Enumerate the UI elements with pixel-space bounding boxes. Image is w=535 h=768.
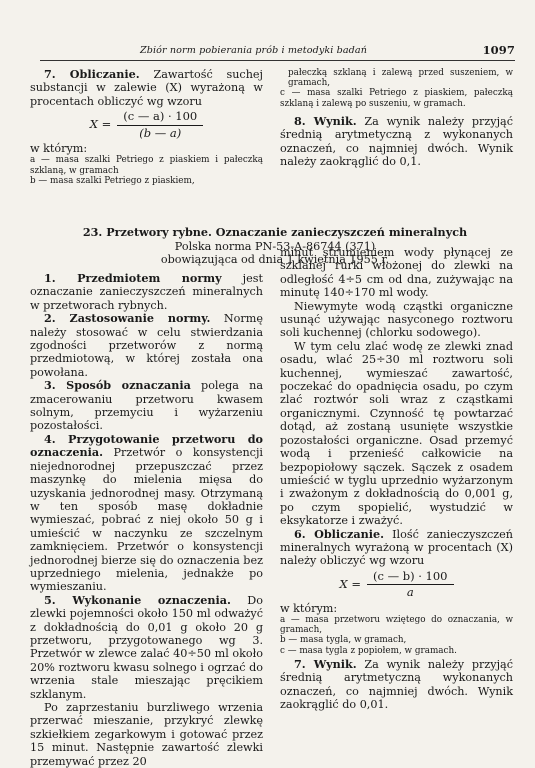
definition-b: b — masa tygla, w gramach, — [280, 635, 407, 646]
where-label: w którym: — [280, 601, 338, 615]
norm-valid-date: obowiązująca od dnia 1 kwietnia 1955 r. — [160, 253, 390, 267]
paragraph-r1: minut strumieniem wody płynącej ze szklanej rurki włożonej do zlewki na odległość 4÷5 cm od dna, zużywając na minutę 140÷170 ml wody. — [280, 246, 513, 300]
paragraph-3: 3. Sposób oznaczania polega na zmacerowaniu przetworu kwasem solnym, przemyciu i wyżarzeniu pozostałości. — [30, 378, 263, 433]
definition-c: c — masa szalki Petriego z piaskiem, pałeczką szklaną i zalewą po suszeniu, w gramach. — [280, 88, 513, 109]
formula-denominator: (b — a) — [139, 125, 182, 140]
definition-a: a — masa szalki Petriego z piaskiem i pałeczką szklaną, w gramach — [30, 155, 263, 176]
paragraph-5-continued: Po zaprzestaniu burzliwego wrzenia przerwać mieszanie, przykryć zlewkę szkiełkiem zegarkowym i gotować przez 15 minut. Następnie zawartość zlewki przemywać przez 20 — [30, 701, 263, 768]
paragraph-obliczanie-6: 6. Obliczanie. Ilość zanieczyszczeń mineralnych wyrażoną w procentach (X) należy obliczyć wg wzoru — [280, 526, 514, 568]
paragraph-wynik: 8. Wynik. Za wynik należy przyjąć średnią arytmetyczną z wykonanych oznaczeń, co najmniej dwóch. Wynik należy zaokrąglić do 0,1. — [280, 113, 513, 169]
running-title: Zbiór norm pobierania prób i metodyki badań — [140, 45, 368, 56]
formula-numerator: (c — a) · 100 — [117, 110, 203, 125]
formula-denominator: a — [406, 585, 414, 600]
definition-b-continued: pałeczką szklaną i zalewą przed suszeniem, w gramach, — [288, 68, 513, 89]
paragraph-1: 1. Przedmiotem normy jest oznaczanie zanieczyszczeń mineralnych w przetworach rybnych. — [30, 271, 263, 312]
top-right-column — [280, 68, 513, 168]
formula-fraction — [117, 110, 203, 140]
paragraph-wynik-7: 7. Wynik. Za wynik należy przyjąć średnią arytmetyczną wykonanych oznaczeń, co najmniej dwóch. Wynik zaokrąglić do 0,01. — [280, 656, 513, 711]
formula-dry-matter — [30, 110, 263, 140]
definition-a: a — masa przetworu wziętego do oznaczania, w gramach, — [280, 614, 513, 636]
paragraph-4: 4. Przygotowanie przetworu do oznaczenia. Przetwór o konsystencji niejednorodnej przepuszczać przez maszynkę do mielenia mięsa do uzyskania jednorodnej masy. Otrzymaną w ten sposób masę dokładnie wymieszać, pobrać z niej około 50 g i umieścić w naczynku ze szczelnym zamknięciem. Przetwór o konsystencji jednorodnej bierze się do oznaczenia bez uprzedniego mielenia, jednakże po wymieszaniu. — [30, 431, 263, 594]
paragraph-r2: Niewymyte wodą cząstki organiczne usunąć używając nasyconego roztworu soli kuchennej (chlorku sodowego). — [280, 299, 513, 340]
paragraph-2: 2. Zastosowanie normy. Normę należy stosować w celu stwierdzania zgodności przetworów z normą przedmiotową, w której została ona powołana. — [30, 311, 263, 379]
page-number: 1097 — [482, 43, 515, 57]
paragraph-r3: W tym celu zlać wodę ze zlewki znad osadu, wlać 25÷30 ml roztworu soli kuchennej, wymieszać zawartość, poczekać do opadnięcia osadu, po czym zlać roztwór soli wraz z cząstkami organicznymi. Czynność tę powtarzać dotąd, aż zostaną usunięte wszystkie pozostałości organiczne. Osad przemyć wodą i przenieść całkowicie na bezpopiołowy sączek. Sączek z osadem umieścić w tyglu uprzednio wyżarzonym i zważonym z dokładnością do 0,001 g, po czym spopielić, wystudzić w eksykatorze i zważyć. — [280, 339, 513, 528]
definition-b: b — masa szalki Petriego z piaskiem, — [30, 175, 195, 186]
formula-lhs: X = — [89, 117, 112, 132]
formula-mineral — [280, 570, 513, 600]
formula-numerator: (c — b) · 100 — [367, 570, 454, 585]
paragraph-obliczanie: 7. Obliczanie. Zawartość suchej substancji w zalewie (X) wyrażoną w procentach obliczyć wg wzoru — [30, 67, 263, 108]
formula-fraction — [367, 570, 454, 600]
definition-c: c — masa tygla z popiołem, w gramach. — [280, 645, 457, 656]
top-left-column — [30, 68, 263, 186]
norm-number: Polska norma PN-53-A-86744 (371) — [174, 239, 376, 253]
section-title: 23. Przetwory rybne. Oznaczanie zanieczyszczeń mineralnych — [82, 225, 468, 239]
main-right-column — [280, 246, 513, 711]
where-label: w którym: — [30, 142, 88, 156]
formula-lhs: X = — [339, 576, 361, 591]
page-header — [40, 44, 515, 61]
main-left-column — [30, 272, 263, 768]
paragraph-5: 5. Wykonanie oznaczenia. Do zlewki pojemności około 150 ml odważyć z dokładnością do 0,01 g około 20 g przetworu, przygotowanego wg 3. Przetwór w zlewce zalać 40÷50 ml około 20% roztworu kwasu solnego i ogrzać do wrzenia stale mieszając pręcikiem szklanym. — [30, 592, 263, 701]
